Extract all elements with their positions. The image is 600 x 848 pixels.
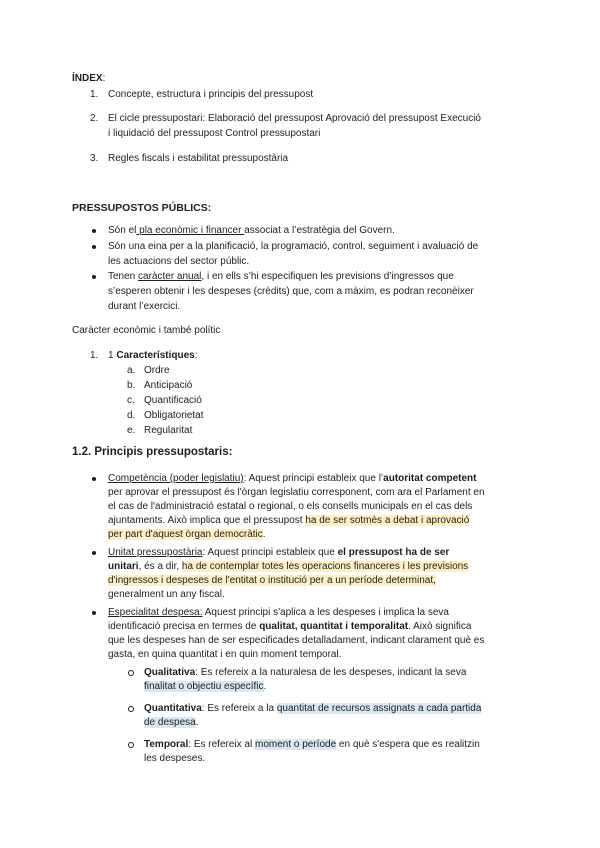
p1-line-2: per aprovar el pressupost és l'òrgan legislatiu corresponent, com ara el Parlament en (108, 487, 485, 498)
char-item-e: Regularitat (144, 425, 193, 436)
principles-title: 1.2. Principis pressupostaris: (72, 446, 233, 458)
p1-line-4: ajuntaments. Això implica que el pressupost ha de ser sotmès a debat i aprovació (108, 515, 470, 526)
index-item-3: Regles fiscals i estabilitat pressupostària (108, 153, 289, 164)
index-title-line: ÍNDEX: (72, 73, 106, 84)
p3-line-3: que les despeses han de ser especificades detalladament, indicant clarament què es (108, 635, 485, 646)
hollow-bullet-marker (128, 670, 134, 676)
section-bullet-3-line-1: Tenen caràcter anual, i en ells s’hi especifiquen les previsions d’ingressos que (108, 271, 454, 282)
p2-term: Unitat pressupostària (108, 547, 203, 558)
bullet-marker (92, 477, 96, 481)
s3-line-2: les despeses. (144, 753, 206, 764)
char-item-a: Ordre (144, 365, 170, 376)
s1-term: Qualitativa (144, 667, 196, 678)
section-note: Caràcter econòmic i també polític (72, 325, 221, 336)
bullet-marker (92, 551, 96, 555)
p2-line-2: unitari, és a dir, ha de contemplar totes les operacions financeres i les previsions (108, 561, 469, 572)
highlight: ha de contemplar totes les operacions financeres i les previsions (181, 561, 469, 572)
index-item-2-line-2: i liquidació del pressupost Control pressupostari (108, 128, 321, 139)
index-num-2: 2. (90, 113, 99, 124)
hollow-bullet-marker (128, 706, 134, 712)
bullet-marker (92, 611, 96, 615)
index-item-2-line-1: El cicle pressupostari: Elaboració del pressupost Aprovació del pressupost Execució (108, 113, 481, 124)
p3-line-2: identificació precisa en termes de qualitat, quantitat i temporalitat. Això significa (108, 621, 472, 632)
highlight: de despesa (144, 717, 196, 728)
section-bullet-2-line-1: Són una eina per a la planificació, la programació, control, seguiment i avaluació de (108, 241, 479, 252)
index-num-1: 1. (90, 89, 99, 100)
bullet-marker (92, 275, 96, 279)
char-letter-e: e. (127, 425, 136, 436)
hollow-bullet-marker (128, 742, 134, 748)
char-letter-c: c. (127, 395, 135, 406)
char-item-b: Anticipació (144, 380, 193, 391)
section-title: PRESSUPOSTOS PÚBLICS: (72, 202, 212, 214)
index-item-1: Concepte, estructura i principis del pressupost (108, 89, 314, 100)
p3-line-1: Especialitat despesa: Aquest principi s'aplica a les despeses i implica la seva (108, 607, 449, 618)
p1-term: Competència (poder legislatiu) (108, 473, 244, 484)
s3-line-1: Temporal: Es refereix al moment o període en què s'espera que es realitzin (144, 739, 480, 750)
s2-line-1: Quantitativa: Es refereix a la quantitat de recursos assignats a cada partida (144, 703, 482, 714)
p2-line-3 (108, 574, 436, 587)
char-title-line: 1 Característiques: (108, 350, 198, 361)
section-bullet-3-line-3: durant l’exercici. (108, 301, 181, 312)
s1-line-2: finalitat o objectiu específic. (144, 681, 267, 692)
highlight: moment o període (254, 739, 337, 750)
char-item-c: Quantificació (144, 395, 202, 406)
p1-line-1: Competència (poder legislatiu): Aquest principi estableix que l’autoritat competent (108, 473, 477, 484)
p1-line-3: el cas de l'administració estatal o regional, o els consells municipals en el cas dels (108, 501, 473, 512)
p1-line-5: per part d'aquest òrgan democràtic. (108, 529, 266, 540)
highlight: per part d'aquest òrgan democràtic (108, 529, 263, 540)
index-num-3: 3. (90, 153, 99, 164)
section-bullet-2-line-2: les actuacions del sector públic. (108, 256, 250, 267)
bullet-marker (92, 245, 96, 249)
p3-term: Especialitat despesa: (108, 607, 203, 618)
s2-line-2: de despesa. (144, 717, 199, 728)
section-bullet-3-line-2: s’esperen obtenir i les despeses (crèdits) que, com a màxim, es podran reconèixer (108, 286, 474, 297)
highlight: quantitat de recursos assignats a cada partida (276, 703, 482, 714)
char-title: Característiques (116, 350, 195, 361)
section-bullet-1: Són el pla econòmic i financer associat a l’estratègia del Govern. (108, 225, 395, 236)
s1-line-1: Qualitativa: Es refereix a la naturalesa de les despeses, indicant la seva (144, 667, 467, 678)
char-item-d: Obligatorietat (144, 410, 204, 421)
highlight: finalitat o objectiu específic (144, 681, 264, 692)
char-letter-a: a. (127, 365, 136, 376)
highlight: d'ingressos i despeses de l'entitat o institució per a un període determinat, (108, 575, 436, 586)
char-num: 1. (90, 350, 99, 361)
pla-economic-link: pla econòmic i financer (136, 225, 245, 236)
caracter-anual-link: caràcter anual (138, 271, 202, 282)
char-letter-b: b. (127, 380, 136, 391)
index-title: ÍNDEX (72, 73, 103, 84)
p3-line-4: gasta, en quina quantitat i en quin moment temporal. (108, 649, 342, 660)
s2-term: Quantitativa (144, 703, 202, 714)
char-letter-d: d. (127, 410, 136, 421)
bullet-marker (92, 229, 96, 233)
highlight: ha de ser sotmès a debat i aprovació (305, 515, 470, 526)
p2-line-1: Unitat pressupostària: Aquest principi estableix que el pressupost ha de ser (108, 547, 450, 558)
p2-line-4: generalment un any fiscal. (108, 589, 225, 600)
s3-term: Temporal (144, 739, 189, 750)
